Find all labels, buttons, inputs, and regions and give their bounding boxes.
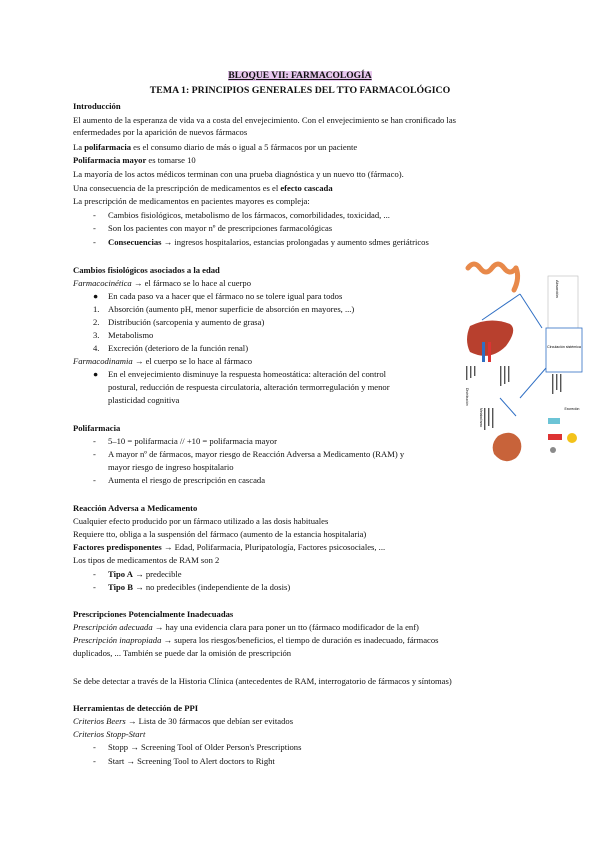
list-item: postural, reducción de respuesta circulatoria, alteración termorregulación y menor	[108, 382, 390, 392]
circulation-label: Circulación sistémica	[547, 345, 581, 349]
list-item: Start → Screening Tool to Alert doctors to Right	[108, 756, 275, 766]
paragraph-line: La mayoría de los actos médicos terminan con una prueba diagnóstica y un nuevo tto (fármaco).	[73, 169, 404, 179]
vial-icon	[548, 418, 560, 424]
paragraph-line: Cualquier efecto producido por un fármaco utilizado a las dosis habituales	[73, 516, 329, 526]
metabolism-list	[484, 408, 493, 430]
list-item: En cada paso va a hacer que el fármaco no se tolere igual para todos	[108, 291, 343, 301]
list-item: Cambios fisiológicos, metabolismo de los fármacos, comorbilidades, toxicidad, ...	[108, 210, 390, 220]
list-item: Distribución (sarcopenia y aumento de grasa)	[108, 317, 265, 327]
list-item: Tipo A → predecible	[108, 569, 182, 579]
paragraph-line: Prescripción inapropiada → supera los riesgos/beneficios, el tiempo de duración es inadecuado, fármacos	[73, 635, 439, 645]
excrecion-label: Excreción	[564, 407, 580, 411]
vessel-icon	[488, 342, 491, 362]
list-item: Consecuencias → ingresos hospitalarios, estancias prolongadas y aumento sdmes geriátricos	[108, 237, 429, 247]
list-item: mayor riesgo de ingreso hospitalario	[108, 462, 234, 472]
section-heading-polifarmacia: Polifarmacia	[73, 423, 121, 433]
pharmacokinetics-figure	[460, 258, 585, 478]
vessel-icon	[482, 342, 485, 362]
kidney-icon	[493, 433, 522, 461]
paragraph-line: Factores predisponentes → Edad, Polifarmacia, Pluripatología, Factores psicosociales, ...	[73, 542, 386, 552]
list-item: Son los pacientes con mayor nº de prescripciones farmacológicas	[108, 223, 333, 233]
paragraph-line: duplicados, ... También se puede dar la omisión de prescripción	[73, 648, 292, 658]
dot-icon	[550, 447, 556, 453]
section-heading-intro: Introducción	[73, 101, 121, 111]
arrow-icon	[482, 294, 520, 320]
paragraph-line: Farmacodinamia → el cuerpo se lo hace al fármaco	[73, 356, 252, 366]
paragraph-line: Criterios Stopp-Start	[73, 729, 146, 739]
paragraph-line: Farmacocinética → el fármaco se lo hace al cuerpo	[73, 278, 252, 288]
list-item: Metabolismo	[108, 330, 154, 340]
arrow-icon	[520, 368, 546, 398]
list-item: Excreción (deterioro de la función renal)	[108, 343, 249, 353]
absorcion-label: Absorción	[555, 280, 560, 298]
circulation-box	[546, 328, 582, 372]
paragraph-line: Se debe detectar a través de la Historia Clínica (antecedentes de RAM, interrogatorio de fármacos y síntomas)	[73, 676, 452, 686]
list-item: En el envejecimiento disminuye la respuesta homeostática: alteración del control	[108, 369, 387, 379]
block-title: BLOQUE VII: FARMACOLOGÍA	[228, 71, 372, 81]
intestine-tail-icon	[514, 268, 518, 290]
page-title: TEMA 1: PRINCIPIOS GENERALES DEL TTO FARMACOLÓGICO	[149, 85, 451, 96]
sun-icon	[567, 433, 577, 443]
intestine-icon	[468, 264, 516, 272]
paragraph-line: Requiere tto, obliga a la suspensión del fármaco (aumento de la estancia hospitalaria)	[73, 529, 367, 539]
section-heading-cambios: Cambios fisiológicos asociados a la edad	[73, 265, 220, 275]
list-item: Stopp → Screening Tool of Older Person's Prescriptions	[108, 742, 302, 752]
section-heading-tools: Herramientas de detección de PPI	[73, 703, 199, 713]
paragraph-line: Una consecuencia de la prescripción de medicamentos es el efecto cascada	[73, 183, 333, 193]
paragraph-line: Criterios Beers → Lista de 30 fármacos que debían ser evitados	[73, 716, 294, 726]
section-heading-ram: Reacción Adversa a Medicamento	[73, 503, 198, 513]
list-item: 5–10 = polifarmacia // +10 = polifarmacia mayor	[108, 436, 277, 446]
paragraph-line: enfermedades por la aparición de nuevos fármacos	[73, 127, 248, 137]
paragraph-line: La prescripción de medicamentos en pacientes mayores es compleja:	[73, 196, 310, 206]
paragraph-line: La polifarmacia es el consumo diario de más o igual a 5 fármacos por un paciente	[73, 142, 358, 152]
paragraph-line: El aumento de la esperanza de vida va a costa del envejecimiento. Con el envejecimiento se han cronificado las	[73, 115, 456, 125]
muscle-icon	[548, 434, 562, 440]
paragraph-line: Los tipos de medicamentos de RAM son 2	[73, 555, 220, 565]
paragraph-line: Polifarmacia mayor es tomarse 10	[73, 155, 196, 165]
arrow-icon	[500, 398, 516, 416]
list-item: plasticidad cognitiva	[108, 395, 180, 405]
pharmacokinetics-diagram	[460, 258, 585, 478]
list-item: A mayor nº de fármacos, mayor riesgo de Reacción Adversa a Medicamento (RAM) y	[108, 449, 405, 459]
distribucion-label: Distribución	[465, 388, 469, 406]
metabolismo-label: Metabolismo	[479, 408, 483, 428]
list-item: Absorción (aumento pH, menor superficie de absorción en mayores, ...)	[108, 304, 355, 314]
paragraph-line: Prescripción adecuada → hay una evidencia clara para poner un tto (fármaco modificador de la enf)	[73, 622, 419, 632]
list-item: Tipo B → no predecibles (independiente de la dosis)	[108, 582, 291, 592]
section-heading-ppi: Prescripciones Potencialmente Inadecuadas	[73, 609, 234, 619]
arrow-icon	[520, 294, 542, 328]
list-item: Aumenta el riesgo de prescripción en cascada	[108, 475, 266, 485]
